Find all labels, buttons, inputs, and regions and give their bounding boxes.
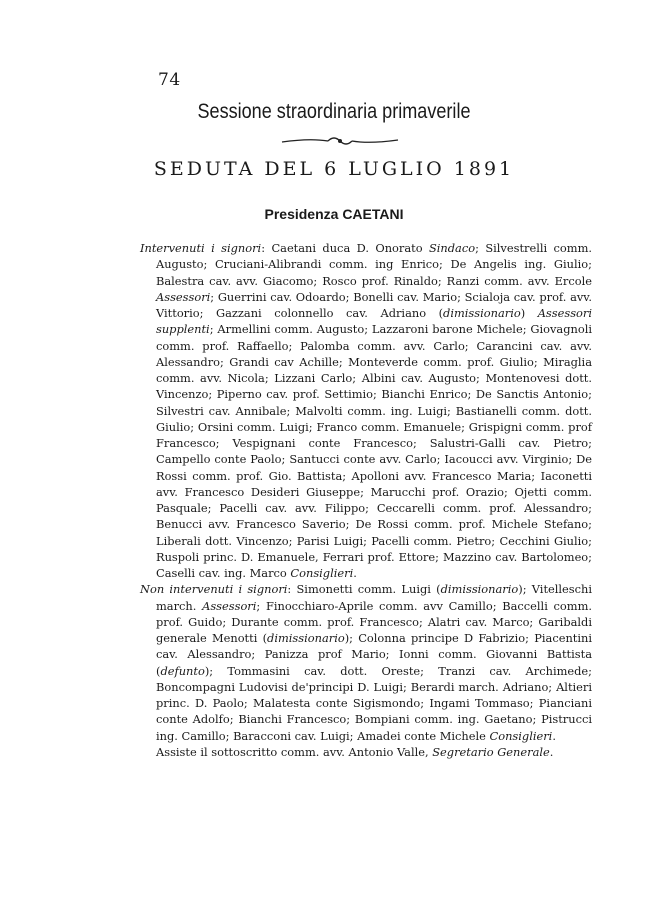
absentees-label: Non intervenuti i signori (140, 582, 288, 597)
role-dimissionario: dimissionario (440, 582, 519, 597)
attendees-sep: : (261, 241, 272, 255)
absentees-text-3: ; Finocchiaro-Aprile comm. avv Camillo; Baccelli comm. prof. Guido; Durante comm. prof. Francesco; Alatri cav. Marco; Garibaldi generale Menotti ( (156, 598, 593, 645)
role-defunto: defunto (160, 663, 205, 678)
absentees-text-6: . (552, 728, 556, 743)
attendees-text-3: ; Guerrini cav. Odoardo; Bonelli cav. Mario; Scialoja cav. prof. avv. Vittorio; Gazzani colonnello cav. Adriano ( (156, 289, 592, 320)
role-assessori: Assessori (156, 289, 211, 304)
attendees-text-4: ) (520, 306, 538, 320)
attendees-text-1: Caetani duca D. Onorato (271, 241, 429, 255)
absentees-sep: : (287, 582, 297, 597)
role-dimissionario: dimissionario (443, 306, 521, 320)
role-sindaco: Sindaco (428, 241, 476, 255)
role-consiglieri: Consiglieri (489, 728, 553, 743)
absentees-paragraph (140, 581, 592, 744)
meeting-date: SEDUTA DEL 6 LUGLIO 1891 (153, 158, 515, 180)
session-title: Sessione straordinaria primaverile (197, 100, 471, 123)
absentees-text-1: Simonetti comm. Luigi ( (296, 582, 441, 597)
role-segretario-generale: Segretario Generale (432, 744, 550, 759)
attendees-label: Intervenuti i signori (140, 241, 262, 255)
role-assessori-supplenti: Assessori supplenti (156, 306, 592, 337)
role-dimissionario: dimissionario (267, 631, 345, 645)
minutes-body (140, 240, 592, 760)
ornament-divider (280, 133, 400, 147)
signature-end: . (549, 744, 554, 759)
page-number: 74 (158, 70, 181, 90)
attendees-text-2: ; Silvestrelli comm. Augusto; Cruciani-Alibrandi comm. ing Enrico; De Angelis ing. Giulio; Balestra cav. avv. Giacomo; Rosco prof. Rinaldo; Ranzi comm. avv. Ercole (156, 241, 592, 288)
signature-text: Assiste il sottoscritto comm. avv. Antonio Valle, (156, 744, 433, 759)
signature-line (140, 744, 592, 760)
absentees-text-2: ); Vitelleschi march. (156, 582, 592, 613)
attendees-text-5: ; Armellini comm. Augusto; Lazzaroni barone Michele; Giovagnoli comm. prof. Raffaello; Palomba comm. avv. Carlo; Carancini cav. avv. Alessandro; Grandi cav Achille; Monteverde comm. prof. Giulio; Miraglia comm. avv. Nicola; Lizzani Carlo; Albini cav. Augusto; Montenovesi dott. Vincenzo; Piperno cav. prof. Settimio; Bianchi Enrico; De Sanctis Antonio; Silvestri cav. Annibale; Malvolti comm. ing. Luigi; Bastianelli comm. dott. Giulio; Orsini comm. Luigi; Franco comm. Emanuele; Grispigni comm. prof Francesco; Vespignani conte Francesco; Salustri-Galli cav. Pietro; Campello conte Paolo; Santucci conte avv. Carlo; Iacoucci avv. Virginio; De Rossi comm. prof. Gio. Battista; Apolloni avv. Francesco Maria; Iaconetti avv. Francesco Desideri Giuseppe; Marucchi prof. Orazio; Ojetti comm. Pasquale; Pacelli cav. avv. Filippo; Ceccarelli comm. prof. Alessandro; Benucci avv. Francesco Saverio; De Rossi comm. prof. Michele Stefano; Liberali dott. Vincenzo; Parisi Luigi; Pacelli comm. Pietro; Cecchini Giulio; Ruspoli princ. D. Emanuele, Ferrari prof. Ettore; Mazzino cav. Bartolomeo; Caselli cav. ing. Marco (156, 322, 592, 580)
absentees-text-5: ); Tommasini cav. dott. Oreste; Tranzi cav. Archimede; Boncompagni Ludovisi de'principi D. Luigi; Berardi march. Adriano; Altieri princ. D. Paolo; Malatesta conte Sigismondo; Ingami Tommaso; Pianciani conte Adolfo; Bianchi Francesco; Bompiani comm. ing. Gaetano; Pistrucci ing. Camillo; Baracconi cav. Luigi; Amadei conte Michele (156, 663, 592, 743)
role-assessori: Assessori (202, 598, 257, 613)
absentees-text-4: ); Colonna principe D Fabrizio; Piacentini cav. Alessandro; Panizza prof Mario; Ionni comm. Giovanni Battista ( (156, 631, 592, 678)
presidency-heading: Presidenza CAETANI (264, 206, 404, 222)
role-consiglieri: Consiglieri (290, 566, 354, 580)
attendees-paragraph (140, 240, 592, 581)
attendees-text-6: . (353, 566, 357, 580)
